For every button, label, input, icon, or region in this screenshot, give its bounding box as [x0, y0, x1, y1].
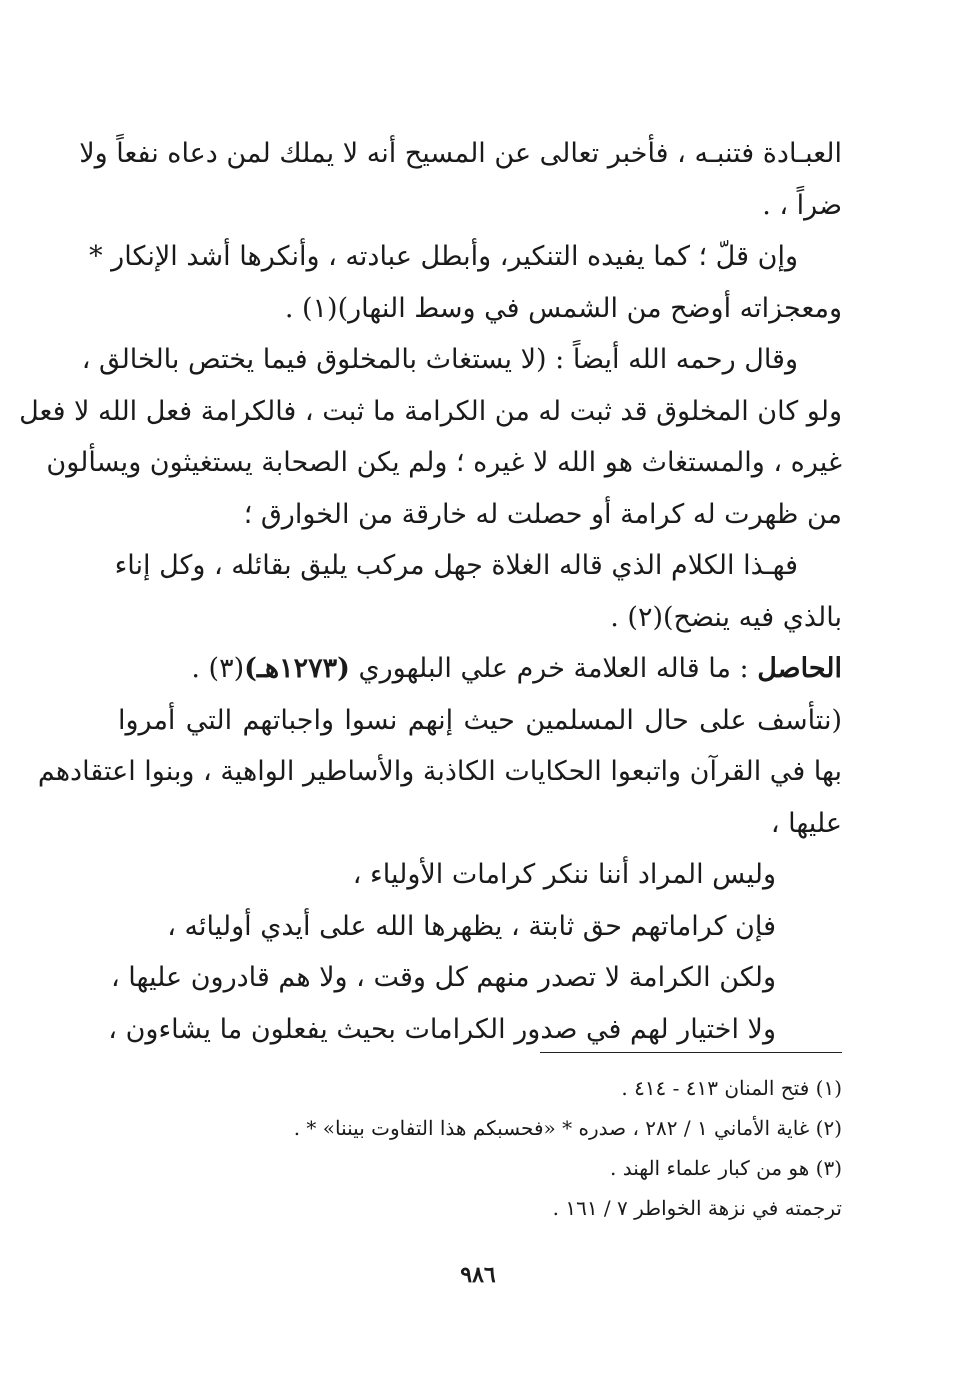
footnote-divider — [540, 1052, 842, 1053]
text-line: عليها ، — [770, 807, 842, 839]
page-number: ٩٨٦ — [460, 1262, 496, 1288]
text-line: العبـادة فتنبـه ، فأخبر تعالى عن المسيح أنه لا يملك لمن دعاه نفعاً ولا — [79, 138, 842, 169]
text-line: غيره ، والمستغاث هو الله لا غيره ؛ ولم يكن الصحابة يستغيثون ويسألون — [46, 447, 842, 478]
text-line: وليس المراد أننا ننكر كرامات الأولياء ، — [352, 859, 776, 890]
hasil-separator: : — [730, 653, 758, 684]
hasil-note: (٣) . — [191, 653, 245, 684]
text-line: من ظهرت له كرامة أو حصلت له خارقة من الخوارق ؛ — [243, 498, 842, 530]
text-line: فهـذا الكلام الذي قاله الغلاة جهل مركب يليق بقائله ، وكل إناء — [114, 550, 798, 581]
text-line: وإن قلّ ؛ كما يفيده التنكير، وأبطل عبادته ، وأنكرها أشد الإنكار * — [89, 241, 798, 272]
hasil-label: الحاصل — [757, 653, 842, 684]
text-line: ولو كان المخلوق قد ثبت له من الكرامة ما ثبت ، فالكرامة فعل الله لا فعل — [19, 395, 842, 427]
text-line: ولكن الكرامة لا تصدر منهم كل وقت ، ولا هم قادرون عليها ، — [110, 962, 776, 993]
footnote: (٢) غاية الأماني ١ / ٢٨٢ ، صدره * «فحسبكم هذا التفاوت بيننا» * . — [293, 1116, 842, 1140]
hasil-date: (١٢٧٣هـ) — [244, 653, 350, 684]
text-line: ولا اختيار لهم في صدور الكرامات بحيث يفعلون ما يشاءون ، — [108, 1013, 776, 1045]
text-line: ومعجزاته أوضح من الشمس في وسط النهار)(١) . — [284, 292, 842, 324]
hasil-line — [118, 643, 842, 695]
footnote: (٣) هو من كبار علماء الهند . — [609, 1156, 842, 1180]
main-text — [19, 128, 842, 1055]
text-line: ضراً ، . — [762, 189, 842, 221]
text-line: بالذي فيه ينضح)(٢) . — [610, 601, 842, 633]
text-line: وقال رحمه الله أيضاً : (لا يستغاث بالمخلوق فيما يختص بالخالق ، — [81, 344, 798, 375]
footnote: ترجمته في نزهة الخواطر ٧ / ١٦١ . — [552, 1196, 842, 1220]
text-line: بها في القرآن واتبعوا الحكايات الكاذبة والأساطير الواهية ، وبنوا اعتقادهم — [37, 756, 842, 787]
footnote: (١) فتح المنان ٤١٣ - ٤١٤ . — [621, 1076, 842, 1100]
text-line: فإن كراماتهم حق ثابتة ، يظهرها الله على أيدي أوليائه ، — [167, 910, 776, 942]
hasil-text: ما قاله العلامة خرم علي البلهوري — [358, 653, 731, 684]
footnotes — [162, 1068, 842, 1228]
text-line: (نتأسف على حال المسلمين حيث إنهم نسوا واجباتهم التي أمروا — [118, 704, 842, 736]
